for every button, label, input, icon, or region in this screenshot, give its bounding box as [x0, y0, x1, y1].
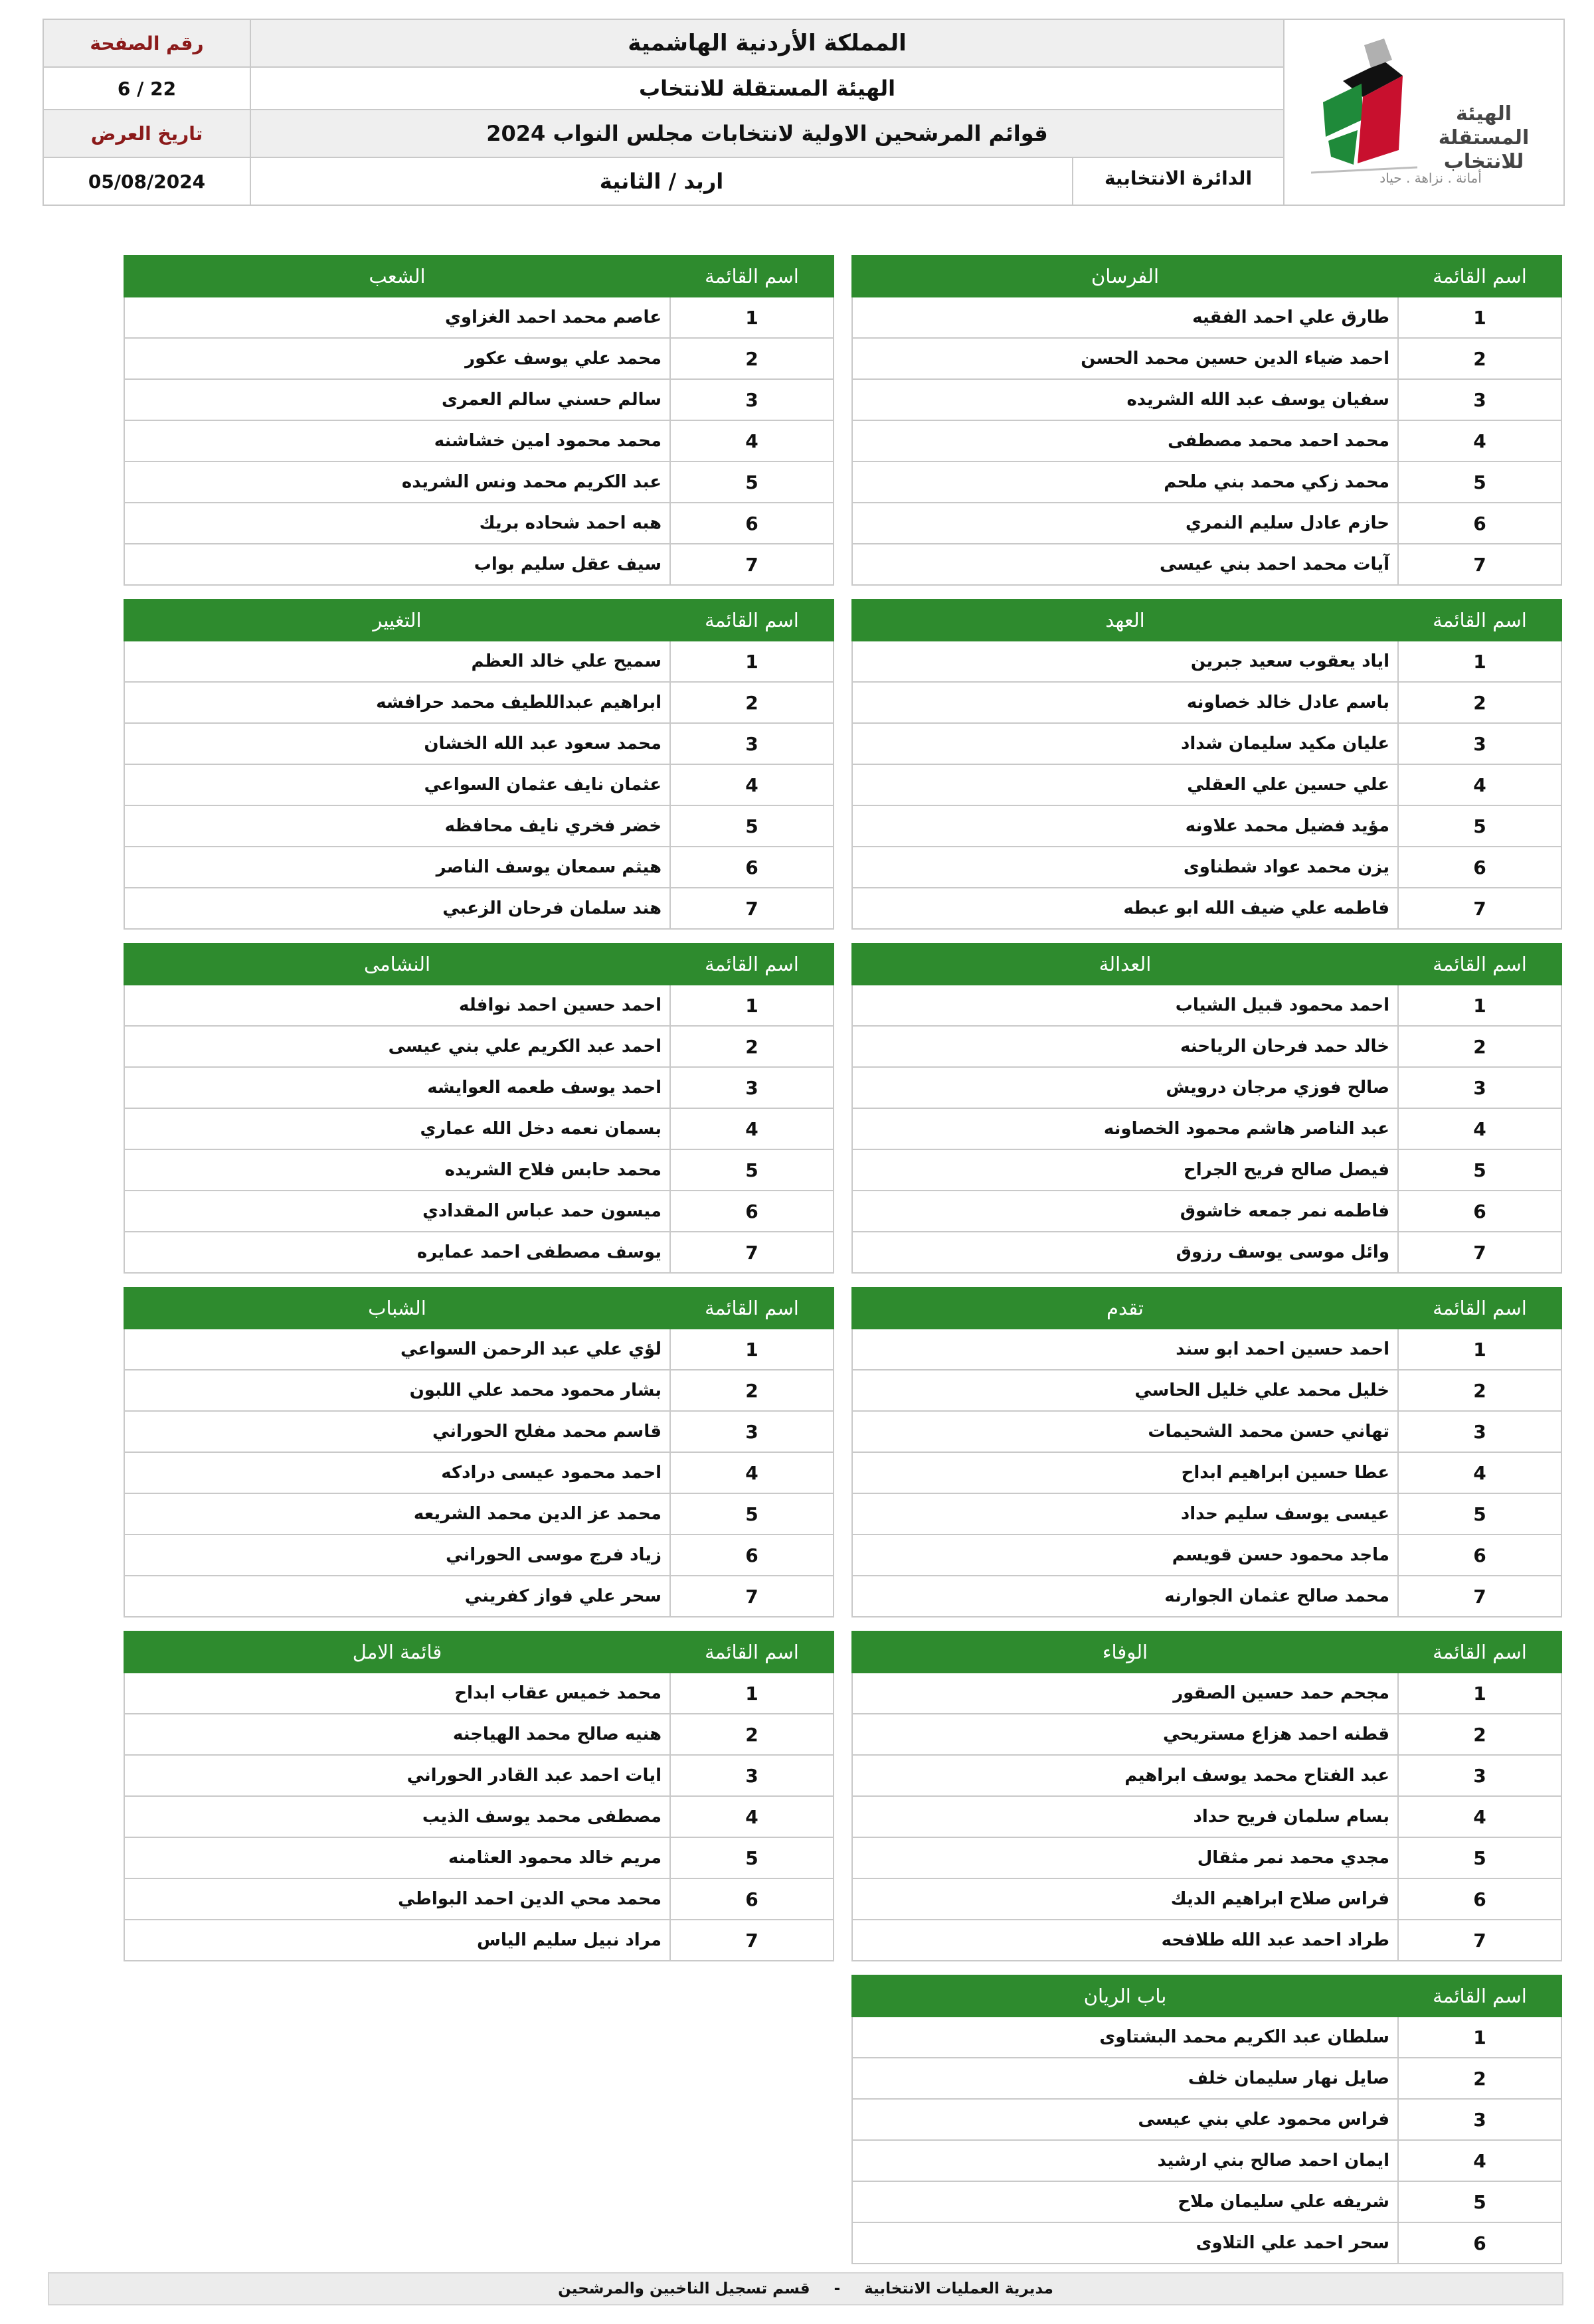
- table-row: [852, 641, 1561, 682]
- candidate-rank: 2: [670, 1026, 834, 1067]
- list-name: الشعب: [124, 256, 670, 297]
- table-row: [124, 338, 834, 379]
- table-row: [852, 1232, 1561, 1273]
- candidate-name: عطا حسين ابراهيم ابداح: [852, 1452, 1398, 1493]
- candidate-list-table: [851, 943, 1562, 1274]
- candidate-list-table: [851, 599, 1562, 930]
- list-name: التغيير: [124, 600, 670, 641]
- list-name-header: اسم القائمة: [1398, 1975, 1561, 2017]
- candidate-rank: 7: [670, 1920, 834, 1961]
- page-number-label: رقم الصفحة: [44, 20, 250, 68]
- candidate-name: سميح علي خالد العظم: [124, 641, 670, 682]
- list-name-header: اسم القائمة: [1398, 1631, 1561, 1673]
- candidate-name: عبد الكريم محمد ونس الشريده: [124, 461, 670, 503]
- candidate-name: عاصم محمد احمد الغزاوي: [124, 297, 670, 338]
- candidate-rank: 6: [1398, 1535, 1561, 1576]
- candidate-name: فاطمه نمر جمعه خاشوق: [852, 1191, 1398, 1232]
- candidate-rank: 2: [1398, 682, 1561, 723]
- commission-title: الهيئة المستقلة للانتخاب: [250, 68, 1284, 110]
- candidate-name: خالد حمد فرحان الرياحنه: [852, 1026, 1398, 1067]
- table-row: [852, 764, 1561, 805]
- table-row: [852, 503, 1561, 544]
- candidate-list-table: [851, 1631, 1562, 1961]
- table-row: [852, 544, 1561, 585]
- table-row: [852, 2181, 1561, 2222]
- table-row: [124, 420, 834, 461]
- table-header-row: [124, 944, 834, 985]
- candidate-name: صايل نهار سليمان خلف: [852, 2058, 1398, 2099]
- table-row: [124, 1493, 834, 1535]
- candidate-name: محمد عز الدين محمد الشريعه: [124, 1493, 670, 1535]
- candidate-name: احمد حسين احمد نوافله: [124, 985, 670, 1026]
- table-header-row: [852, 944, 1561, 985]
- table-header-row: [852, 600, 1561, 641]
- candidate-name: باسم عادل خالد خصاونه: [852, 682, 1398, 723]
- table-row: [124, 1673, 834, 1714]
- table-row: [124, 1796, 834, 1837]
- table-header-row: [124, 256, 834, 297]
- candidate-name: محمد زكي محمد بني ملحم: [852, 461, 1398, 503]
- list-name: باب الريان: [852, 1975, 1398, 2017]
- candidate-rank: 2: [670, 682, 834, 723]
- candidate-name: هنيه صالح محمد الهياجنه: [124, 1714, 670, 1755]
- candidate-rank: 5: [1398, 805, 1561, 847]
- candidate-rank: 3: [670, 1411, 834, 1452]
- candidate-name: يزن محمد عواد شطناوى: [852, 847, 1398, 888]
- document-title: قوائم المرشحين الاولية لانتخابات مجلس النواب 2024: [250, 110, 1284, 158]
- candidate-name: بسام سلمان فريح حداد: [852, 1796, 1398, 1837]
- candidate-rank: 3: [1398, 1411, 1561, 1452]
- candidate-rank: 1: [670, 641, 834, 682]
- table-row: [852, 1026, 1561, 1067]
- candidate-rank: 4: [670, 1452, 834, 1493]
- candidate-rank: 1: [1398, 641, 1561, 682]
- candidate-name: عبد الفتاح محمد يوسف ابراهيم: [852, 1755, 1398, 1796]
- candidate-name: مجدي محمد نمر مثقال: [852, 1837, 1398, 1878]
- list-name: الشباب: [124, 1287, 670, 1329]
- table-row: [124, 723, 834, 764]
- candidate-name: قاسم محمد مفلح الحوراني: [124, 1411, 670, 1452]
- candidate-rank: 6: [1398, 2222, 1561, 2264]
- candidate-rank: 2: [1398, 1026, 1561, 1067]
- candidate-rank: 6: [670, 1535, 834, 1576]
- candidate-name: محمد محمود امين خشاشنه: [124, 420, 670, 461]
- candidate-rank: 5: [670, 1493, 834, 1535]
- table-row: [852, 985, 1561, 1026]
- candidate-name: هند سلمان فرحان الزعبي: [124, 888, 670, 929]
- candidate-name: احمد محمود قبيل الشياب: [852, 985, 1398, 1026]
- table-row: [124, 847, 834, 888]
- candidate-rank: 1: [1398, 297, 1561, 338]
- candidate-name: طارق علي احمد الفقيه: [852, 297, 1398, 338]
- table-row: [124, 1576, 834, 1617]
- table-row: [852, 1108, 1561, 1149]
- table-row: [124, 544, 834, 585]
- candidate-name: عبد الناصر هاشم محمود الخصاونه: [852, 1108, 1398, 1149]
- list-name-header: اسم القائمة: [670, 1631, 834, 1673]
- list-name-header: اسم القائمة: [1398, 944, 1561, 985]
- candidate-rank: 7: [670, 544, 834, 585]
- candidate-name: احمد عبد الكريم علي بني عيسى: [124, 1026, 670, 1067]
- table-row: [124, 1714, 834, 1755]
- candidate-rank: 2: [670, 338, 834, 379]
- table-row: [852, 1878, 1561, 1920]
- candidate-name: خضر فخري نايف محافظه: [124, 805, 670, 847]
- table-header-row: [852, 1975, 1561, 2017]
- table-row: [124, 1878, 834, 1920]
- candidate-rank: 5: [1398, 461, 1561, 503]
- table-row: [852, 461, 1561, 503]
- table-row: [852, 1149, 1561, 1191]
- candidate-rank: 3: [1398, 723, 1561, 764]
- table-row: [852, 1067, 1561, 1108]
- candidate-rank: 3: [670, 723, 834, 764]
- table-row: [852, 1535, 1561, 1576]
- table-row: [124, 1191, 834, 1232]
- logo-text: الهيئة المستقلة للانتخاب: [1438, 102, 1530, 173]
- candidate-name: احمد حسين احمد ابو سند: [852, 1329, 1398, 1370]
- table-row: [124, 1108, 834, 1149]
- candidate-list-table: [851, 1975, 1562, 2264]
- candidate-rank: 4: [1398, 420, 1561, 461]
- candidate-rank: 3: [670, 1067, 834, 1108]
- candidate-list-table: [124, 599, 834, 930]
- candidate-name: فيصل صالح فريح الجراح: [852, 1149, 1398, 1191]
- list-name-header: اسم القائمة: [670, 256, 834, 297]
- candidate-name: حازم عادل سليم النمري: [852, 503, 1398, 544]
- table-row: [124, 461, 834, 503]
- page-footer: [48, 2272, 1563, 2305]
- candidate-list-table: [851, 1287, 1562, 1618]
- candidate-rank: 4: [1398, 1452, 1561, 1493]
- candidate-rank: 4: [670, 1108, 834, 1149]
- commission-logo: [1284, 20, 1563, 205]
- candidate-name: فاطمه علي ضيف الله ابو عبطه: [852, 888, 1398, 929]
- table-row: [124, 1067, 834, 1108]
- table-row: [852, 1796, 1561, 1837]
- list-name: تقدم: [852, 1287, 1398, 1329]
- candidate-name: احمد يوسف طعمه العوايشه: [124, 1067, 670, 1108]
- candidate-name: زياد فرج موسى الحوراني: [124, 1535, 670, 1576]
- candidate-rank: 3: [1398, 1755, 1561, 1796]
- candidate-rank: 4: [670, 1796, 834, 1837]
- candidate-rank: 7: [1398, 1576, 1561, 1617]
- table-row: [124, 503, 834, 544]
- candidate-name: مراد نبيل سليم الياس: [124, 1920, 670, 1961]
- candidate-rank: 3: [1398, 1067, 1561, 1108]
- table-row: [124, 1026, 834, 1067]
- candidate-list-table: [851, 255, 1562, 586]
- list-name: قائمة الامل: [124, 1631, 670, 1673]
- table-row: [124, 379, 834, 420]
- candidate-name: محمد علي يوسف عكور: [124, 338, 670, 379]
- candidate-rank: 4: [670, 420, 834, 461]
- candidate-rank: 5: [1398, 1837, 1561, 1878]
- candidate-rank: 1: [670, 1673, 834, 1714]
- candidate-rank: 3: [670, 1755, 834, 1796]
- table-row: [852, 805, 1561, 847]
- candidate-name: يوسف مصطفى احمد عمايره: [124, 1232, 670, 1273]
- list-name: الفرسان: [852, 256, 1398, 297]
- table-row: [852, 1329, 1561, 1370]
- table-row: [852, 1191, 1561, 1232]
- table-row: [852, 888, 1561, 929]
- candidate-rank: 5: [670, 461, 834, 503]
- candidate-rank: 2: [1398, 338, 1561, 379]
- candidate-rank: 2: [1398, 1714, 1561, 1755]
- candidate-name: عيسى يوسف سليم حداد: [852, 1493, 1398, 1535]
- candidate-name: محمد سعود عبد الله الخشان: [124, 723, 670, 764]
- table-row: [852, 723, 1561, 764]
- candidate-rank: 2: [670, 1714, 834, 1755]
- table-row: [852, 379, 1561, 420]
- table-row: [124, 641, 834, 682]
- table-row: [852, 1370, 1561, 1411]
- candidate-name: اياد يعقوب سعيد جبرين: [852, 641, 1398, 682]
- candidate-rank: 3: [1398, 2099, 1561, 2140]
- candidate-rank: 4: [1398, 2140, 1561, 2181]
- candidate-rank: 6: [1398, 847, 1561, 888]
- candidate-rank: 2: [1398, 1370, 1561, 1411]
- candidate-name: شريفه علي سليمان ملاح: [852, 2181, 1398, 2222]
- logo-tagline: أمانة . نزاهة . حياد: [1379, 170, 1482, 186]
- table-row: [124, 1535, 834, 1576]
- candidate-rank: 2: [670, 1370, 834, 1411]
- table-row: [852, 1920, 1561, 1961]
- candidate-name: فراس صلاح ابراهيم الديك: [852, 1878, 1398, 1920]
- candidate-name: محمد خميس عقاب ابداح: [124, 1673, 670, 1714]
- table-row: [852, 1714, 1561, 1755]
- table-row: [124, 888, 834, 929]
- table-row: [124, 297, 834, 338]
- candidate-name: وائل موسى يوسف رزوق: [852, 1232, 1398, 1273]
- table-row: [852, 1673, 1561, 1714]
- candidate-name: مجحم حمد حسين الصقور: [852, 1673, 1398, 1714]
- page-number-value: 6 / 22: [44, 68, 250, 110]
- candidate-rank: 7: [670, 888, 834, 929]
- candidate-rank: 6: [670, 847, 834, 888]
- footer-separator: -: [834, 2280, 841, 2297]
- candidate-rank: 1: [670, 1329, 834, 1370]
- candidate-name: تهاني حسن محمد الشحيمات: [852, 1411, 1398, 1452]
- candidate-name: سلطان عبد الكريم محمد البشتاوى: [852, 2017, 1398, 2058]
- display-date-value: 05/08/2024: [88, 170, 206, 193]
- page-header: [43, 19, 1565, 206]
- list-name: العهد: [852, 600, 1398, 641]
- candidate-name: سحر احمد علي التلاوى: [852, 2222, 1398, 2264]
- candidate-name: عليان مكيد سليمان شداد: [852, 723, 1398, 764]
- table-row: [124, 805, 834, 847]
- table-row: [124, 1755, 834, 1796]
- candidate-list-table: [124, 1631, 834, 1961]
- candidate-name: بسمان نعمه دخل الله عماري: [124, 1108, 670, 1149]
- table-row: [852, 338, 1561, 379]
- list-name: الوفاء: [852, 1631, 1398, 1673]
- display-date-label: تاريخ العرض: [44, 110, 250, 158]
- candidate-name: محمد احمد محمد مصطفى: [852, 420, 1398, 461]
- candidate-list-table: [124, 255, 834, 586]
- candidate-name: هبه احمد شحاده بريك: [124, 503, 670, 544]
- candidate-rank: 6: [670, 1191, 834, 1232]
- table-row: [852, 420, 1561, 461]
- table-row: [124, 1329, 834, 1370]
- candidate-rank: 4: [670, 764, 834, 805]
- candidate-rank: 3: [1398, 379, 1561, 420]
- candidate-name: سحر علي فواز كفريني: [124, 1576, 670, 1617]
- table-row: [124, 764, 834, 805]
- table-row: [124, 682, 834, 723]
- candidate-rank: 1: [1398, 2017, 1561, 2058]
- candidate-name: ميسون حمد عباس المقدادي: [124, 1191, 670, 1232]
- candidate-list-table: [124, 943, 834, 1274]
- table-row: [852, 2017, 1561, 2058]
- candidate-rank: 4: [1398, 764, 1561, 805]
- list-name-header: اسم القائمة: [1398, 256, 1561, 297]
- candidate-rank: 5: [1398, 1149, 1561, 1191]
- table-row: [852, 1837, 1561, 1878]
- candidate-name: مريم خالد محمود العثامنه: [124, 1837, 670, 1878]
- table-header-row: [124, 1631, 834, 1673]
- candidate-rank: 1: [670, 985, 834, 1026]
- district-value: اربد / الثانية: [250, 158, 1072, 205]
- candidate-rank: 7: [1398, 1232, 1561, 1273]
- candidate-name: احمد ضياء الدين حسين محمد الحسن: [852, 338, 1398, 379]
- table-row: [124, 1837, 834, 1878]
- candidate-name: فراس محمود علي بني عيسى: [852, 2099, 1398, 2140]
- table-row: [852, 2058, 1561, 2099]
- list-name: النشامى: [124, 944, 670, 985]
- list-name-header: اسم القائمة: [670, 944, 834, 985]
- table-row: [124, 1149, 834, 1191]
- footer-section: قسم تسجيل الناخبين والمرشحين: [558, 2280, 810, 2297]
- table-row: [124, 1920, 834, 1961]
- candidate-name: سفيان يوسف عبد الله الشريده: [852, 379, 1398, 420]
- candidate-rank: 5: [1398, 1493, 1561, 1535]
- list-name-header: اسم القائمة: [670, 600, 834, 641]
- table-row: [852, 1755, 1561, 1796]
- candidate-rank: 7: [1398, 1920, 1561, 1961]
- table-row: [124, 1452, 834, 1493]
- candidate-rank: 6: [1398, 1878, 1561, 1920]
- candidate-rank: 6: [670, 1878, 834, 1920]
- table-row: [124, 985, 834, 1026]
- table-row: [852, 1452, 1561, 1493]
- candidate-name: قطنه احمد هزاع مستريحي: [852, 1714, 1398, 1755]
- table-header-row: [852, 1631, 1561, 1673]
- table-row: [124, 1232, 834, 1273]
- candidate-name: لؤي علي عبد الرحمن السواعي: [124, 1329, 670, 1370]
- candidate-name: سالم حسني سالم العمرى: [124, 379, 670, 420]
- candidate-name: هيثم سمعان يوسف الناصر: [124, 847, 670, 888]
- candidate-rank: 5: [670, 1837, 834, 1878]
- list-name-header: اسم القائمة: [1398, 1287, 1561, 1329]
- candidate-name: آيات محمد احمد بني عيسى: [852, 544, 1398, 585]
- candidate-name: محمد محي الدين احمد البواطي: [124, 1878, 670, 1920]
- table-header-row: [124, 1287, 834, 1329]
- table-row: [852, 1411, 1561, 1452]
- candidate-rank: 6: [1398, 503, 1561, 544]
- table-header-row: [852, 256, 1561, 297]
- list-name-header: اسم القائمة: [1398, 600, 1561, 641]
- candidate-name: صالح فوزي مرجان درويش: [852, 1067, 1398, 1108]
- table-row: [852, 847, 1561, 888]
- candidate-name: طراد احمد عبد الله طلافحه: [852, 1920, 1398, 1961]
- table-row: [852, 2222, 1561, 2264]
- list-name: العدالة: [852, 944, 1398, 985]
- candidate-name: احمد محمود عيسى درادكه: [124, 1452, 670, 1493]
- candidate-name: خليل محمد علي خليل الحاسي: [852, 1370, 1398, 1411]
- table-row: [852, 2099, 1561, 2140]
- candidate-rank: 4: [1398, 1796, 1561, 1837]
- candidate-rank: 7: [670, 1232, 834, 1273]
- candidate-rank: 7: [1398, 888, 1561, 929]
- candidate-rank: 7: [1398, 544, 1561, 585]
- footer-directorate: مديرية العمليات الانتخابية: [864, 2280, 1053, 2297]
- candidate-rank: 1: [1398, 1329, 1561, 1370]
- candidate-name: بشار محمود محمد علي اللبون: [124, 1370, 670, 1411]
- candidate-list-table: [124, 1287, 834, 1618]
- candidate-name: ايمان احمد صالح بني ارشيد: [852, 2140, 1398, 2181]
- kingdom-title: المملكة الأردنية الهاشمية: [250, 20, 1284, 68]
- candidate-name: ماجد محمود حسن قويسم: [852, 1535, 1398, 1576]
- candidate-name: عثمان نايف عثمان السواعي: [124, 764, 670, 805]
- candidate-rank: 6: [670, 503, 834, 544]
- candidate-name: مصطفى محمد يوسف الذيب: [124, 1796, 670, 1837]
- table-header-row: [852, 1287, 1561, 1329]
- table-row: [852, 1493, 1561, 1535]
- candidate-name: محمد حابس فلاح الشريده: [124, 1149, 670, 1191]
- candidate-rank: 3: [670, 379, 834, 420]
- table-row: [124, 1370, 834, 1411]
- candidate-name: مؤيد فضيل محمد علاونه: [852, 805, 1398, 847]
- list-name-header: اسم القائمة: [670, 1287, 834, 1329]
- table-row: [124, 1411, 834, 1452]
- candidate-rank: 4: [1398, 1108, 1561, 1149]
- candidate-name: سيف عقل سليم بواب: [124, 544, 670, 585]
- candidate-name: محمد صالح عثمان الجوارنه: [852, 1576, 1398, 1617]
- candidate-rank: 1: [1398, 985, 1561, 1026]
- candidate-rank: 5: [1398, 2181, 1561, 2222]
- table-row: [852, 1576, 1561, 1617]
- candidate-rank: 1: [670, 297, 834, 338]
- table-row: [852, 297, 1561, 338]
- candidate-name: ابراهيم عبداللطيف محمد حرافشه: [124, 682, 670, 723]
- candidate-rank: 7: [670, 1576, 834, 1617]
- candidate-rank: 6: [1398, 1191, 1561, 1232]
- candidate-rank: 1: [1398, 1673, 1561, 1714]
- candidate-name: ايات احمد عبد القادر الحوراني: [124, 1755, 670, 1796]
- candidate-rank: 5: [670, 805, 834, 847]
- district-label: الدائرة الانتخابية: [1072, 158, 1284, 205]
- table-header-row: [124, 600, 834, 641]
- table-row: [852, 682, 1561, 723]
- table-row: [852, 2140, 1561, 2181]
- candidate-rank: 5: [670, 1149, 834, 1191]
- candidate-rank: 2: [1398, 2058, 1561, 2099]
- candidate-name: علي حسين علي العقلي: [852, 764, 1398, 805]
